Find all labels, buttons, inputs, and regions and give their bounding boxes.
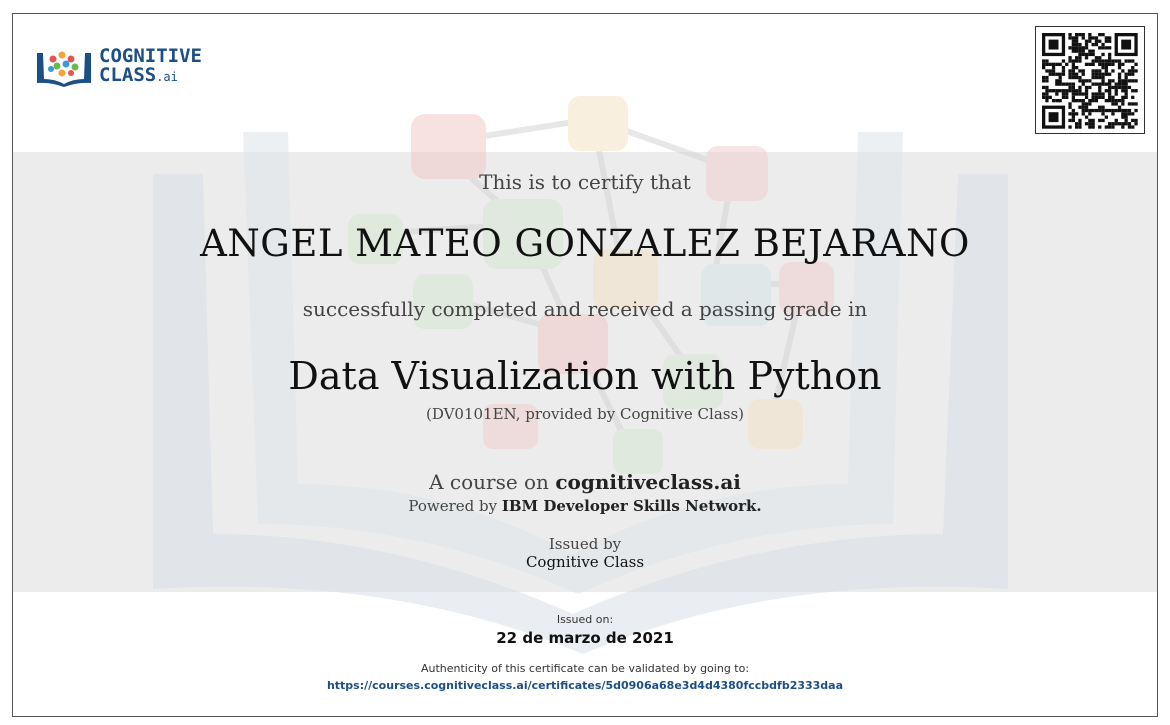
certificate-frame bbox=[12, 13, 1158, 717]
course-code: (DV0101EN, provided by Cognitive Class) bbox=[425, 405, 745, 423]
brand-line2: CLASS.ai bbox=[99, 64, 178, 86]
course-site: cognitiveclass.ai bbox=[555, 470, 741, 494]
course-title: Data Visualization with Python bbox=[288, 354, 882, 398]
validation-link[interactable]: https://courses.cognitiveclass.ai/certificates/5d0906a68e3d4d4380fccbdfb2333daa bbox=[326, 679, 844, 692]
powered-by-line: Powered by IBM Developer Skills Network. bbox=[408, 497, 762, 515]
provider-name: Cognitive Class bbox=[620, 405, 739, 423]
cognitive-class-logo bbox=[35, 47, 202, 87]
issued-on-label: Issued on: bbox=[556, 613, 614, 626]
issued-date: 22 de marzo de 2021 bbox=[496, 629, 674, 647]
issued-by-label: Issued by bbox=[548, 535, 622, 553]
qr-code-icon[interactable] bbox=[1035, 26, 1145, 134]
brand-line1: COGNITIVE bbox=[99, 45, 202, 67]
powered-by-org: IBM Developer Skills Network. bbox=[501, 497, 762, 515]
issuer-name: Cognitive Class bbox=[525, 553, 645, 571]
course-on-line: A course on cognitiveclass.ai bbox=[429, 470, 741, 494]
validation-text: Authenticity of this certificate can be validated by going to: bbox=[420, 662, 750, 675]
book-network-icon bbox=[35, 47, 93, 87]
brand-wordmark bbox=[99, 47, 202, 87]
certify-intro: This is to certify that bbox=[479, 170, 691, 194]
completion-text: successfully completed and received a passing grade in bbox=[302, 297, 868, 321]
recipient-name: ANGEL MATEO GONZALEZ BEJARANO bbox=[200, 222, 970, 265]
